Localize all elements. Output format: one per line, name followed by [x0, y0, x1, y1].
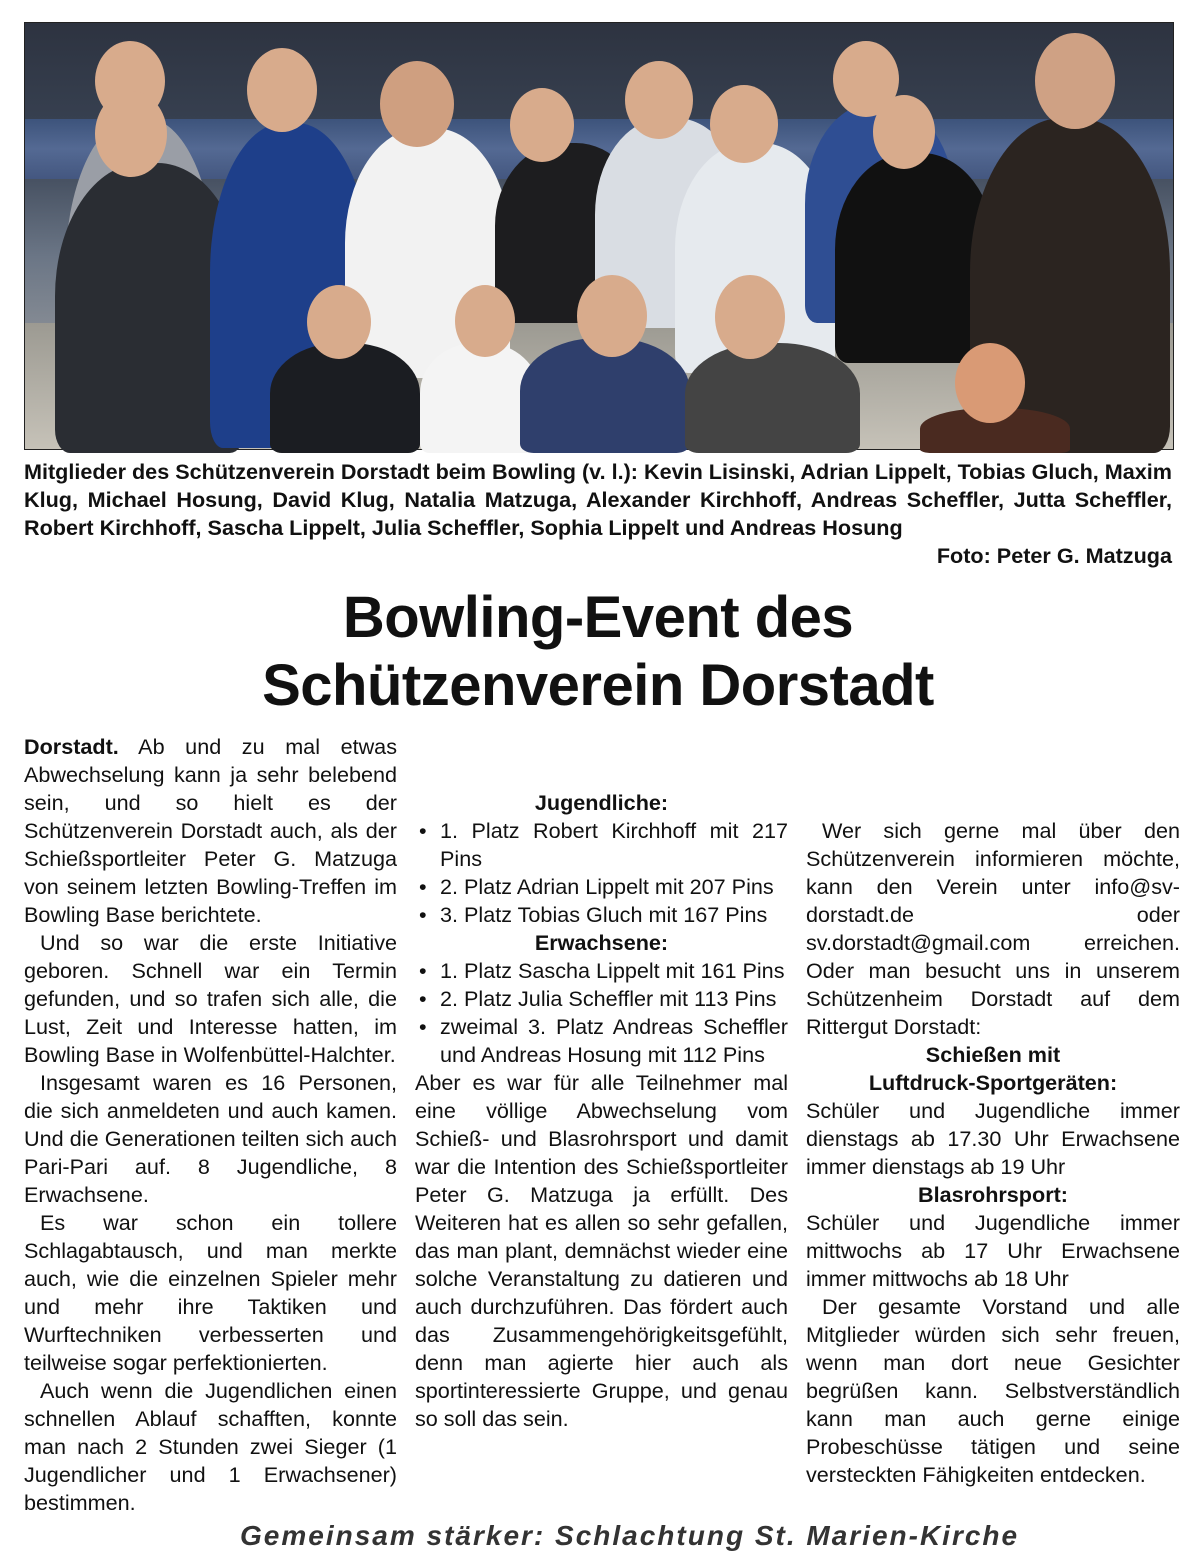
person-head [955, 343, 1025, 423]
list-item: • 1. Platz Sascha Lippelt mit 161 Pins [415, 957, 788, 985]
blowpipe-schedule: Schüler und Jugendliche immer mittwochs ab 17 Uhr Erwachsene immer mittwochs ab 18 Uhr [806, 1210, 1180, 1291]
headline-line-2: Schützenverein Dorstadt [262, 653, 934, 718]
youth-results-list [415, 817, 788, 929]
paragraph: Es war schon ein tollere Schlagabtausch, und man merkte auch, wie die einzelnen Spieler mehr und mehr ihre Taktiken und Wurftechniken verbesserten und teilweise sogar perfektionierten. [24, 1210, 397, 1375]
article-column-1 [24, 733, 397, 1517]
person-head [873, 95, 935, 169]
adult-results-list [415, 957, 788, 1069]
shooting-heading-1: Schießen mit [925, 1042, 1061, 1067]
list-item: • 3. Platz Tobias Gluch mit 167 Pins [415, 901, 788, 929]
paragraph: Insgesamt waren es 16 Personen, die sich anmeldeten und auch kamen. Und die Generationen teilten sich auch Pari-Pari auf. 8 Jugendliche, 8 Erwachsene. [24, 1070, 397, 1207]
adult-heading: Erwachsene: [534, 930, 669, 955]
person-head [710, 85, 778, 163]
person-head [1035, 33, 1115, 129]
person-silhouette [270, 343, 420, 453]
person-head [247, 48, 317, 132]
paragraph: Auch wenn die Jugendlichen einen schnellen Ablauf schafften, konnte man nach 2 Stunden zwei Sieger (1 Jugendlicher und 1 Erwachsener) bestimmen. [24, 1378, 397, 1515]
list-item: • zweimal 3. Platz Andreas Scheffler und Andreas Hosung mit 112 Pins [415, 1013, 788, 1069]
paragraph: Und so war die erste Initiative geboren. Schnell war ein Termin gefunden, und so trafen sich alle, die Lust, Zeit und Interesse hatten, im Bowling Base in Wolfenbüttel-Halchter. [24, 930, 397, 1067]
paragraph: Der gesamte Vorstand und alle Mitglieder würden sich sehr freuen, wenn man dort neue Gesichter begrüßen kann. Selbstverständlich kann man auch gerne einige Probeschüsse tätigen und seine versteckten Fähigkeiten entdecken. [806, 1294, 1180, 1487]
person-silhouette [685, 343, 860, 453]
photo-caption: Mitglieder des Schützenverein Dorstadt beim Bowling (v. l.): Kevin Lisinski, Adrian Lippelt, Tobias Gluch, Maxim Klug, Michael Hosung, David Klug, Natalia Matzuga, Alexander Kirchhoff, Andreas Scheffler, Jutta Scheffler, Robert Kirchhoff, Sascha Lippelt, Julia Scheffler, Sophia Lippelt und Andreas Hosung [24, 459, 1172, 540]
youth-heading: Jugendliche: [534, 790, 669, 815]
article-column-2 [415, 733, 788, 1433]
photo-credit: Foto: Peter G. Matzuga [936, 543, 1172, 568]
shooting-schedule: Schüler und Jugendliche immer dienstags ab 17.30 Uhr Erwachsene immer dienstags ab 19 Uhr [806, 1098, 1180, 1179]
blowpipe-heading: Blasrohrsport: [918, 1182, 1068, 1207]
person-head [307, 285, 371, 359]
paragraph: Dorstadt. Ab und zu mal etwas Abwechselung kann ja sehr belebend sein, und so hielt es der Schützenverein Dorstadt auch, als der Schießsportleiter Peter G. Matzuga von seinem letzten Bowling-Treffen im Bowling Base berichtete. [24, 734, 397, 927]
article-column-3 [806, 817, 1180, 1489]
person-head [380, 61, 454, 147]
dateline: Dorstadt. [24, 734, 119, 759]
headline-line-1: Bowling-Event des [342, 585, 854, 650]
paragraph: Aber es war für alle Teilnehmer mal eine völlige Abwechselung vom Schieß- und Blasrohrsport und damit war die Intention des Schießsportleiter Peter G. Matzuga ja erfüllt. Des Weiteren hat es allen so sehr gefallen, das man plant, demnächst wieder eine solche Veranstaltung zu datieren und auch durchzuführen. Das fördert auch das Zusammengehörigkeitsgefühlt, denn man agierte hier auch als sportinteressierte Gruppe, und genau so soll das sein. [415, 1070, 788, 1431]
list-item: • 2. Platz Adrian Lippelt mit 207 Pins [415, 873, 788, 901]
person-head [715, 275, 785, 359]
person-head [455, 285, 515, 357]
next-article-headline-cut: Gemeinsam stärker: Schlachtung St. Marien-Kirche [240, 1520, 1020, 1551]
person-head [95, 91, 167, 177]
list-item: • 2. Platz Julia Scheffler mit 113 Pins [415, 985, 788, 1013]
article-headline [24, 584, 1172, 720]
list-item: • 1. Platz Robert Kirchhoff mit 217 Pins [415, 817, 788, 873]
person-head [625, 61, 693, 139]
shooting-heading-2: Luftdruck-Sportgeräten: [868, 1070, 1118, 1095]
paragraph: Wer sich gerne mal über den Schützenverein informieren möchte, kann den Verein unter info@sv-dorstadt.de oder sv.dorstadt@gmail.com erreichen. Oder man besucht uns in unserem Schützenheim Dorstadt auf dem Rittergut Dorstadt: [806, 818, 1180, 1039]
person-head [577, 275, 647, 357]
person-head [510, 88, 574, 162]
group-photo [24, 22, 1174, 450]
